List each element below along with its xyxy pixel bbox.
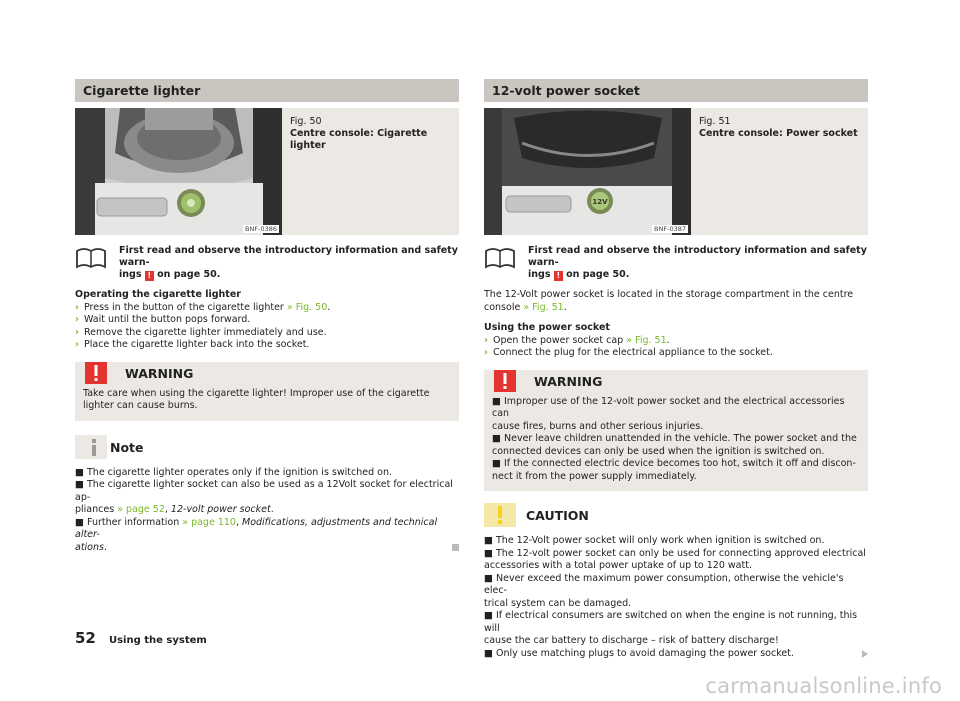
figure-number: Fig. 50	[290, 116, 322, 127]
note-box	[75, 435, 459, 555]
location-paragraph-cont: console » Fig. 51.	[484, 301, 567, 313]
caution-text: ■ If electrical consumers are switched on when the engine is not running, this will	[484, 610, 858, 634]
warning-box	[484, 370, 868, 492]
section-title-power-socket: 12-volt power socket	[484, 79, 868, 102]
info-icon	[83, 436, 105, 458]
caution-text: accessories with a total power uptake of up to 120 watt.	[484, 560, 752, 571]
chapter-title: Using the system	[108, 635, 207, 646]
left-column	[75, 79, 459, 554]
page-link[interactable]: » page 52	[117, 504, 165, 515]
step-item: › Wait until the button pops forward.	[75, 314, 251, 325]
caution-text: ■ The 12-Volt power socket will only work when ignition is switched on.	[484, 535, 825, 546]
figure-50	[75, 108, 459, 235]
continue-arrow-icon	[862, 650, 868, 658]
fig-link[interactable]: » Fig. 50	[286, 301, 328, 313]
step-item: › Open the power socket cap » Fig. 51.	[484, 334, 670, 346]
caution-text: trical system can be damaged.	[484, 597, 632, 609]
warning-text: Take care when using the cigarette lighter! Improper use of the cigarette	[83, 387, 430, 399]
caution-label: CAUTION	[526, 508, 589, 523]
caution-text: ■ The 12-volt power socket can only be used for connecting approved electrical	[484, 547, 866, 559]
figure-caption	[282, 108, 459, 235]
warning-label: WARNING	[534, 373, 603, 389]
warning-text: lighter can cause burns.	[83, 400, 198, 411]
note-bullet: ■ Further information » page 110, Modifications, adjustments and technical alter-	[75, 516, 438, 540]
figure-number: Fig. 51	[699, 116, 731, 127]
warning-text: ■ If the connected electric device becomes too hot, switch it off and discon-	[492, 458, 856, 469]
intro-line-2: ings ! on page 50.	[528, 269, 630, 280]
warning-box	[75, 362, 459, 421]
step-item: › Press in the button of the cigarette lighter » Fig. 50.	[75, 301, 331, 313]
intro-read-first	[75, 245, 459, 281]
warning-badge-icon: !	[554, 271, 563, 281]
warning-text: ■ Improper use of the 12-volt power socket and the electrical accessories can	[492, 395, 845, 419]
fig-link[interactable]: » Fig. 51	[523, 301, 564, 313]
end-of-section-icon	[452, 544, 459, 551]
steps-list	[484, 335, 868, 360]
intro-line-1: First read and observe the introductory information and safety warn-	[528, 245, 867, 268]
figure-title: Centre console: Power socket	[699, 128, 858, 139]
power-socket-illustration	[484, 108, 691, 235]
figure-code: BNF-0387	[654, 225, 686, 233]
note-bullet: ■ The cigarette lighter operates only if the ignition is switched on.	[75, 466, 392, 478]
note-bullet-cont: ations.	[75, 542, 459, 555]
caution-text: ■ Only use matching plugs to avoid damaging the power socket.	[484, 648, 868, 661]
figure-code: BNF-0386	[245, 225, 277, 233]
warning-exclamation-icon	[85, 362, 107, 384]
watermark: carmanualsonline.info	[705, 674, 942, 698]
location-paragraph: The 12-Volt power socket is located in the storage compartment in the centre	[484, 289, 854, 300]
intro-page-ref[interactable]: on page 50.	[157, 269, 221, 280]
warning-text: connected devices can only be used when the ignition is switched on.	[492, 445, 825, 457]
operating-heading: Operating the cigarette lighter	[75, 289, 241, 300]
page-number: 52	[75, 629, 96, 647]
page-footer	[75, 628, 207, 647]
caution-exclamation-icon	[484, 503, 516, 527]
intro-line-2: ings ! on page 50.	[119, 269, 221, 280]
open-book-icon	[75, 245, 107, 271]
warning-exclamation-icon	[494, 370, 516, 392]
warning-text: cause fires, burns and other serious injuries.	[492, 420, 704, 432]
cigarette-lighter-photo	[75, 108, 282, 235]
caution-text: ■ Never exceed the maximum power consumption, otherwise the vehicle's elec-	[484, 572, 844, 596]
note-label: Note	[110, 439, 144, 455]
warning-badge-icon: !	[145, 271, 154, 281]
section-title-cigarette-lighter: Cigarette lighter	[75, 79, 459, 102]
using-heading: Using the power socket	[484, 322, 610, 333]
open-book-icon	[484, 245, 516, 271]
caution-header	[484, 503, 868, 527]
intro-page-ref[interactable]: on page 50.	[566, 269, 630, 280]
cigarette-lighter-illustration	[75, 108, 282, 235]
note-bullet: ■ The cigarette lighter socket can also be used as a 12Volt socket for electrical ap-	[75, 479, 453, 503]
page-link[interactable]: » page 110	[182, 516, 236, 528]
right-column	[484, 79, 868, 660]
warning-text: ■ Never leave children unattended in the vehicle. The power socket and the	[492, 433, 857, 444]
step-item: › Remove the cigarette lighter immediately and use.	[75, 326, 327, 338]
caution-text: cause the car battery to discharge – risk of battery discharge!	[484, 635, 779, 646]
warning-text: nect it from the power supply immediately.	[492, 470, 697, 482]
step-item: › Connect the plug for the electrical appliance to the socket.	[484, 347, 773, 358]
warning-label: WARNING	[125, 365, 194, 381]
note-bullet-cont: pliances » page 52, 12-volt power socket.	[75, 504, 274, 515]
intro-read-first	[484, 245, 868, 281]
step-item: › Place the cigarette lighter back into the socket.	[75, 339, 310, 350]
caution-list	[484, 535, 868, 660]
power-socket-photo	[484, 108, 691, 235]
figure-caption	[691, 108, 868, 235]
steps-list	[75, 302, 459, 352]
figure-title: Centre console: Cigarette lighter	[290, 128, 428, 151]
fig-link[interactable]: » Fig. 51	[626, 334, 667, 346]
socket-label: 12V	[592, 198, 608, 206]
figure-51	[484, 108, 868, 235]
intro-line-1: First read and observe the introductory information and safety warn-	[119, 245, 458, 268]
